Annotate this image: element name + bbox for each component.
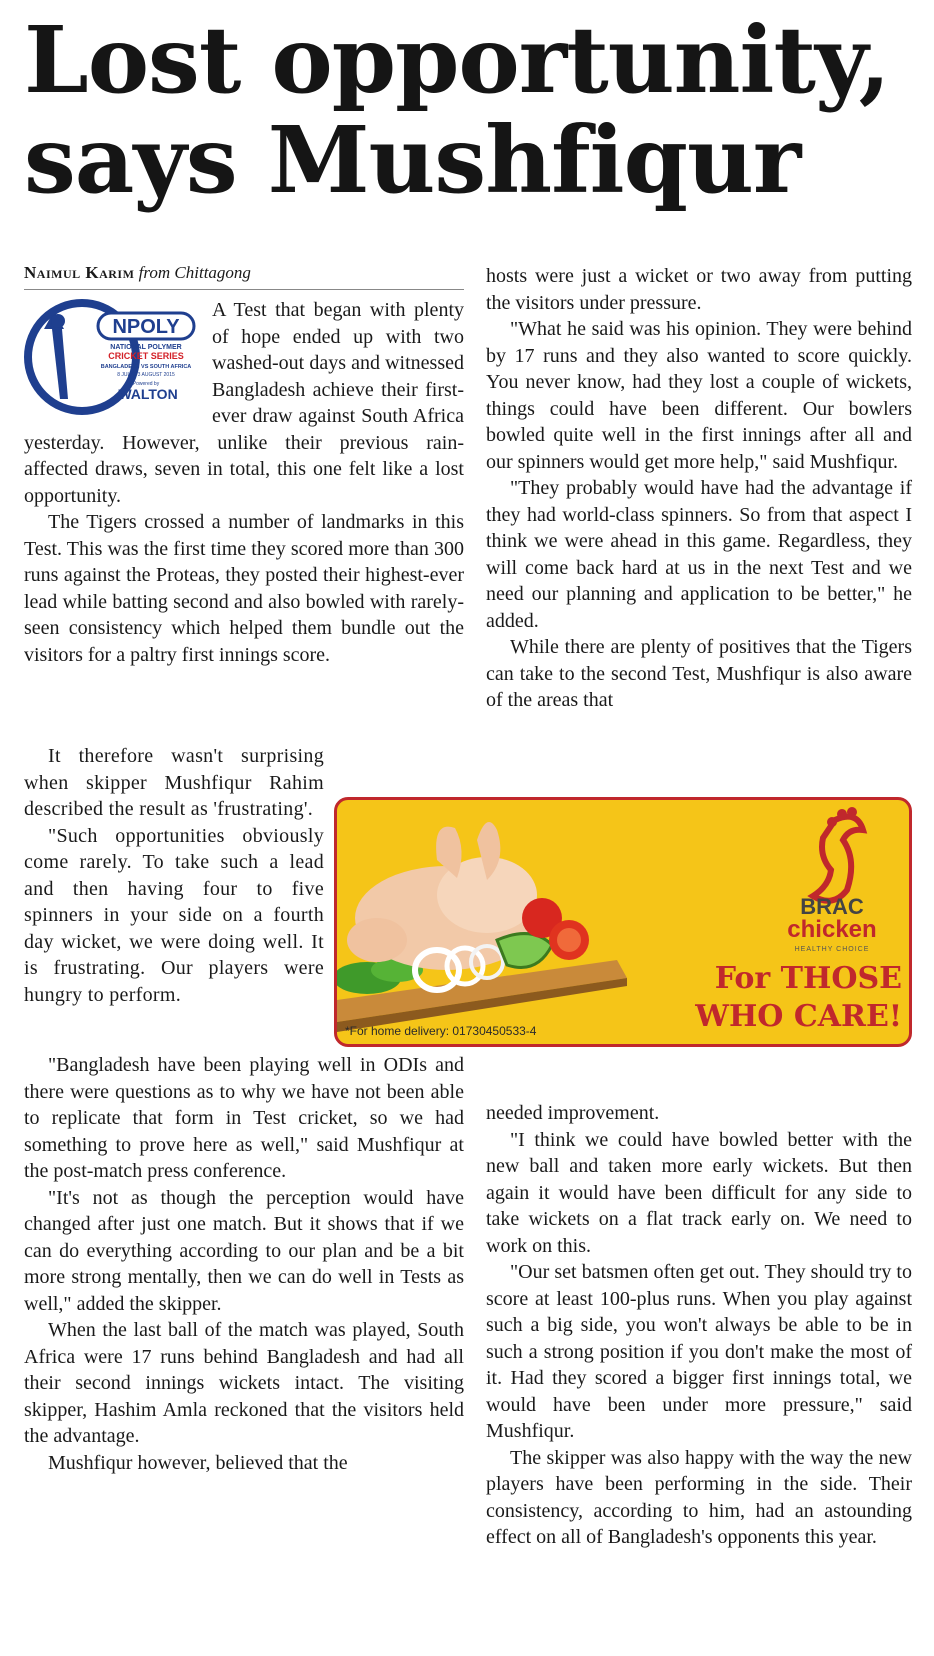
- headline-line-1: Lost opportunity,: [24, 6, 890, 114]
- paragraph: The Tigers crossed a number of landmarks in this Test. This was the first time they scored more than 300 runs against the Proteas, they posted their highest-ever lead while batting second and also bowled with rarely-seen consistency which helped them bundle out the visitors for a paltry first innings score.: [24, 511, 464, 666]
- brand-line-2: chicken: [787, 916, 877, 943]
- logo-sub-3: BANGLADESH VS SOUTH AFRICA: [100, 364, 192, 370]
- slogan-line-2: WHO CARE!: [695, 999, 902, 1034]
- logo-sub-2: CRICKET SERIES: [108, 351, 184, 361]
- brac-chicken-ad[interactable]: [334, 797, 912, 1047]
- paragraph: needed improvement.: [486, 1102, 660, 1124]
- slogan-line-1: For THOSE: [714, 961, 902, 996]
- paragraph: "Our set batsmen often get out. They should try to score at least 100-plus runs. When you play against such a big side, you won't always be able to be in such a strong position if you don't make the most of it. Had they scored a bigger first innings total, we would have been under more pressure," said Mushfiqur.: [486, 1261, 912, 1442]
- brand-tagline: HEALTHY CHOICE: [794, 946, 870, 953]
- paragraph: While there are plenty of positives that the Tigers can take to the second Test, Mushfiqur is also aware of the areas that: [486, 636, 912, 711]
- left-column-narrow: [24, 743, 324, 1008]
- headline: [24, 6, 914, 214]
- headline-line-2: says Mushfiqur: [24, 106, 801, 214]
- paragraph: It therefore wasn't surprising when skipper Mushfiqur Rahim described the result as 'frustrating'.: [24, 745, 324, 820]
- left-column-bottom: [24, 1052, 464, 1476]
- right-column-top: [486, 263, 912, 714]
- byline-location: from Chittagong: [138, 263, 251, 282]
- paragraph: A Test that began with plenty of hope ended up with two washed-out days and witnessed Bangladesh achieve their first-ever draw against South Africa yesterday. However, unlike their previous rain-affected draws, seven in total, this one felt like a lost opportunity.: [24, 299, 464, 507]
- paragraph: When the last ball of the match was played, South Africa were 17 runs behind Bangladesh and had all their second innings wickets intact. The visiting skipper, Hashim Amla reckoned that the visitors held the advantage.: [24, 1319, 464, 1447]
- brand-line-1: BRAC: [800, 894, 864, 919]
- ad-slogan: [622, 960, 902, 1036]
- logo-dates: 8 JULY - 3 AUGUST 2015: [117, 372, 175, 378]
- logo-sponsor: WALTON: [118, 386, 178, 402]
- logo-sub-1: NATIONAL POLYMER: [110, 344, 182, 351]
- paragraph: "Bangladesh have been playing well in ODIs and there were questions as to why we have not been able to replicate that form in Test cricket, so we had something to prove here as well," said Mushfiqur at the post-match press conference.: [24, 1054, 464, 1182]
- paragraph: "They probably would have had the advantage if they had world-class spinners. So from that aspect I think we were ahead in this game. Regardless, they will come back hard at us in the next Test and we need our planning and application to be better," he added.: [486, 477, 912, 632]
- byline-author: Naimul Karim: [24, 263, 135, 282]
- paragraph: hosts were just a wicket or two away from putting the visitors under pressure.: [486, 265, 912, 314]
- paragraph: Mushfiqur however, believed that the: [48, 1451, 348, 1474]
- right-column-bottom: [486, 1100, 912, 1551]
- byline: [24, 263, 464, 290]
- paragraph: "Such opportunities obviously come rarely. To take such a lead and then having four to five spinners in your side on a fourth day wicket, we were doing well. It is frustrating. Our players were hungry to perform.: [24, 824, 324, 1006]
- series-logo: [24, 299, 202, 417]
- paragraph: "It's not as though the perception would have changed after just one match. But it shows that if we can do everything according to our plan and be a bit more strong mentally, then we can do well in Tests as well," added the skipper.: [24, 1186, 464, 1315]
- left-column-top: [24, 297, 464, 668]
- paragraph: The skipper was also happy with the way the new players have been performing in the side. Their consistency, according to him, had an astounding effect on all of Bangladesh's opponents this year.: [486, 1446, 912, 1548]
- paragraph: "What he said was his opinion. They were behind by 17 runs and they also wanted to score quickly. You never know, had they lost a couple of wickets, things could have been different. Our bowlers bowled quite well in the first innings after all and our spinners would get more help," said Mushfiqur.: [486, 318, 912, 473]
- logo-brand: NPOLY: [112, 316, 180, 338]
- delivery-number[interactable]: *For home delivery: 01730450533-4: [345, 1024, 537, 1038]
- series-logo-icon: [24, 299, 202, 417]
- paragraph: "I think we could have bowled better with the new ball and taken more early wickets. But then again it would have been difficult for any side to take wickets on a flat track early on. We need to work on this.: [486, 1128, 912, 1257]
- logo-powered: Powered by: [132, 381, 160, 387]
